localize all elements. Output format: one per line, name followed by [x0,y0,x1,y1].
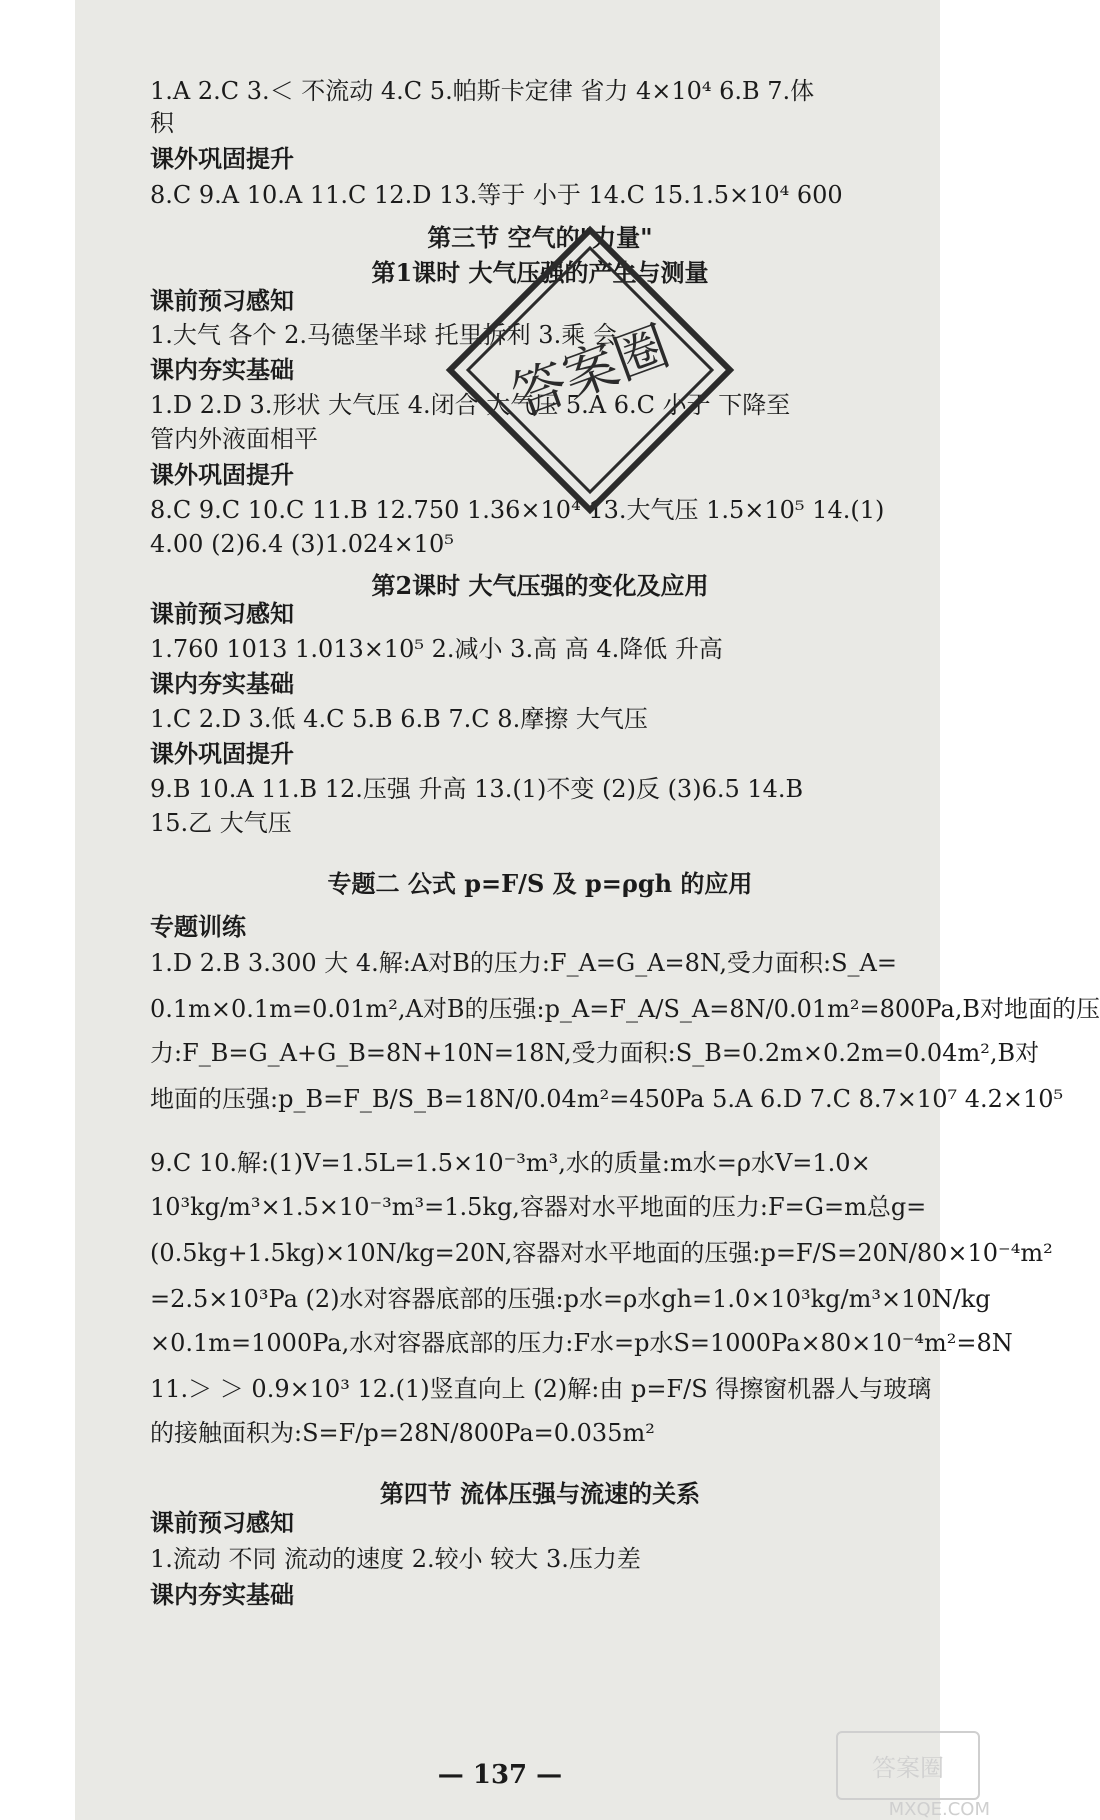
text-line: 4.00 (2)6.4 (3)1.024×10⁵ [150,530,454,558]
text-line: 15.乙 大气压 [150,809,292,837]
text-line: 10³kg/m³×1.5×10⁻³m³=1.5kg,容器对水平地面的压力:F=G=m总g= [150,1193,927,1221]
watermark-logo: 答案圈 [836,1731,980,1800]
answer-stamp [440,220,740,520]
text-line: 地面的压强:p_B=F_B/S_B=18N/0.04m²=450Pa 5.A 6.D 7.C 8.7×10⁷ 4.2×10⁵ [150,1085,1064,1113]
text-line: (0.5kg+1.5kg)×10N/kg=20N,容器对水平地面的压强:p=F/S=20N/80×10⁻⁴m² [150,1239,1053,1267]
section-label: 课前预习感知 [150,286,294,315]
text-line: 9.C 10.解:(1)V=1.5L=1.5×10⁻³m³,水的质量:m水=ρ水V=1.0× [150,1149,871,1177]
text-line: 1.A 2.C 3.＜ 不流动 4.C 5.帕斯卡定律 省力 4×10⁴ 6.B 7.体 [150,77,815,105]
text-line: 11.＞ ＞ 0.9×10³ 12.(1)竖直向上 (2)解:由 p=F/S 得擦窗机器人与玻璃 [150,1375,932,1403]
text-line: 积 [150,109,174,137]
stamp-text: 答案圈 [503,314,678,429]
section-label: 专题训练 [150,912,246,941]
text-line: 1.大气 各个 2.马德堡半球 托里拆利 3.乘 会 [150,321,617,349]
section-title: 第四节 流体压强与流速的关系 [379,1479,701,1508]
text-line: 1.D 2.B 3.300 大 4.解:A对B的压力:F_A=G_A=8N,受力面积:S_A= [150,949,897,977]
page-number: — 137 — [437,1760,563,1790]
text-line: 的接触面积为:S=F/p=28N/800Pa=0.035m² [150,1419,655,1447]
section-label: 课外巩固提升 [150,739,294,768]
text-line: 力:F_B=G_A+G_B=8N+10N=18N,受力面积:S_B=0.2m×0.2m=0.04m²,B对 [150,1039,1040,1067]
section-label: 课内夯实基础 [150,669,294,698]
text-line: 1.760 1013 1.013×10⁵ 2.减小 3.高 高 4.降低 升高 [150,635,723,663]
text-line: 9.B 10.A 11.B 12.压强 升高 13.(1)不变 (2)反 (3)6.5 14.B [150,775,804,803]
text-line: =2.5×10³Pa (2)水对容器底部的压强:p水=ρ水gh=1.0×10³kg/m³×10N/kg [150,1285,991,1313]
text-line: 8.C 9.C 10.C 11.B 12.750 1.36×10⁴ 13.大气压 1.5×10⁵ 14.(1) [150,496,885,524]
text-line: 1.流动 不同 流动的速度 2.较小 较大 3.压力差 [150,1545,641,1573]
section-label: 课外巩固提升 [150,460,294,489]
text-line: 1.C 2.D 3.低 4.C 5.B 6.B 7.C 8.摩擦 大气压 [150,705,648,733]
watermark-url: MXQE.COM [888,1799,990,1820]
section-label: 课前预习感知 [150,599,294,628]
lesson-title: 第1课时 大气压强的产生与测量 [371,258,709,287]
lesson-title: 第2课时 大气压强的变化及应用 [371,571,709,600]
text-line: 0.1m×0.1m=0.01m²,A对B的压强:p_A=F_A/S_A=8N/0.01m²=800Pa,B对地面的压 [150,995,1100,1023]
section-label: 课前预习感知 [150,1508,294,1537]
text-line: 1.D 2.D 3.形状 大气压 4.闭合 大气压 5.A 6.C 小于 下降至 [150,391,791,419]
section-label: 课内夯实基础 [150,355,294,384]
section-label: 课外巩固提升 [150,144,294,173]
section-title: 第三节 空气的"力量" [427,223,653,252]
text-line: 管内外液面相平 [150,425,318,453]
text-line: ×0.1m=1000Pa,水对容器底部的压力:F水=p水S=1000Pa×80×10⁻⁴m²=8N [150,1329,1013,1357]
section-label: 课内夯实基础 [150,1580,294,1609]
topic-title: 专题二 公式 p=F/S 及 p=ρgh 的应用 [327,869,753,898]
text-line: 8.C 9.A 10.A 11.C 12.D 13.等于 小于 14.C 15.1.5×10⁴ 600 [150,181,843,209]
